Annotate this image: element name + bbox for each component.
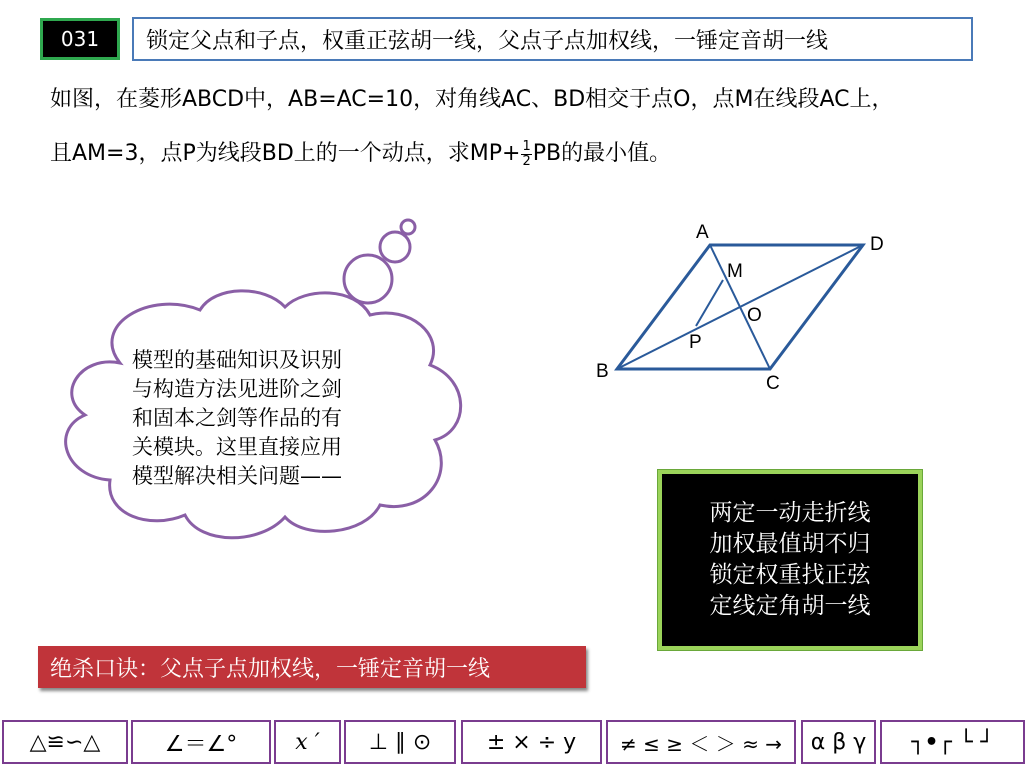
label-a: A: [696, 222, 709, 243]
fraction-denominator: 2: [522, 153, 531, 169]
cloud-bubble-medium: [380, 232, 410, 262]
cloud-text-line: 模型解决相关问题——: [132, 464, 342, 488]
motto-line: 加权最值胡不归: [709, 531, 871, 557]
label-o: O: [747, 305, 762, 326]
segment-mp: [696, 280, 723, 326]
formula-banner: 绝杀口诀：父点子点加权线，一锤定音胡一线: [38, 646, 586, 688]
toolbar-angles-button[interactable]: ∠＝∠°: [131, 720, 271, 764]
toolbar-variable-button[interactable]: x ′: [274, 720, 341, 764]
fraction-numerator: 1: [522, 138, 531, 154]
motto-line: 锁定权重找正弦: [709, 562, 871, 588]
toolbar-triangles-button[interactable]: △≌∽△: [2, 720, 128, 764]
label-b: B: [596, 361, 609, 382]
label-c: C: [766, 373, 780, 394]
toolbar-perpendicular-button[interactable]: ⊥ ∥ ⊙: [344, 720, 456, 764]
problem-line-2: [50, 136, 671, 169]
motto-box: [658, 470, 922, 650]
label-p: P: [689, 332, 702, 353]
fraction: [521, 140, 531, 169]
cloud-text-line: 与构造方法见进阶之剑: [132, 377, 342, 401]
cloud-text-line: 关模块。这里直接应用: [132, 435, 342, 459]
toolbar-operators-button[interactable]: ± × ÷ y: [461, 720, 602, 764]
cloud-text-line: 模型的基础知识及识别: [132, 348, 342, 372]
problem-title: 锁定父点和子点，权重正弦胡一线，父点子点加权线，一锤定音胡一线: [132, 17, 973, 61]
toolbar-relations-button[interactable]: ≠ ≤ ≥ ＜ ＞ ≈ →: [606, 720, 796, 764]
cloud-bubble-large: [344, 255, 392, 303]
label-d: D: [870, 234, 884, 255]
problem-line-1: 如图，在菱形ABCD中，AB=AC=10，对角线AC、BD相交于点O，点M在线段AC上，: [50, 87, 894, 112]
cloud-text-line: 和固本之剑等作品的有: [132, 406, 342, 430]
motto-line: 定线定角胡一线: [709, 593, 871, 619]
toolbar-greek-button[interactable]: α β γ: [801, 720, 876, 764]
motto-line: 两定一动走折线: [709, 500, 871, 526]
problem-number-badge: 031: [40, 18, 120, 60]
problem-line-2-end: PB的最小值。: [532, 141, 672, 166]
rhombus-figure: [580, 210, 910, 410]
toolbar-corners-button[interactable]: ┐•┌ └ ┘: [880, 720, 1025, 764]
problem-line-2-start: 且AM=3，点P为线段BD上的一个动点，求MP+: [50, 141, 521, 166]
label-m: M: [727, 261, 743, 282]
cloud-text: [132, 346, 400, 491]
cloud-bubble-small: [401, 220, 415, 234]
